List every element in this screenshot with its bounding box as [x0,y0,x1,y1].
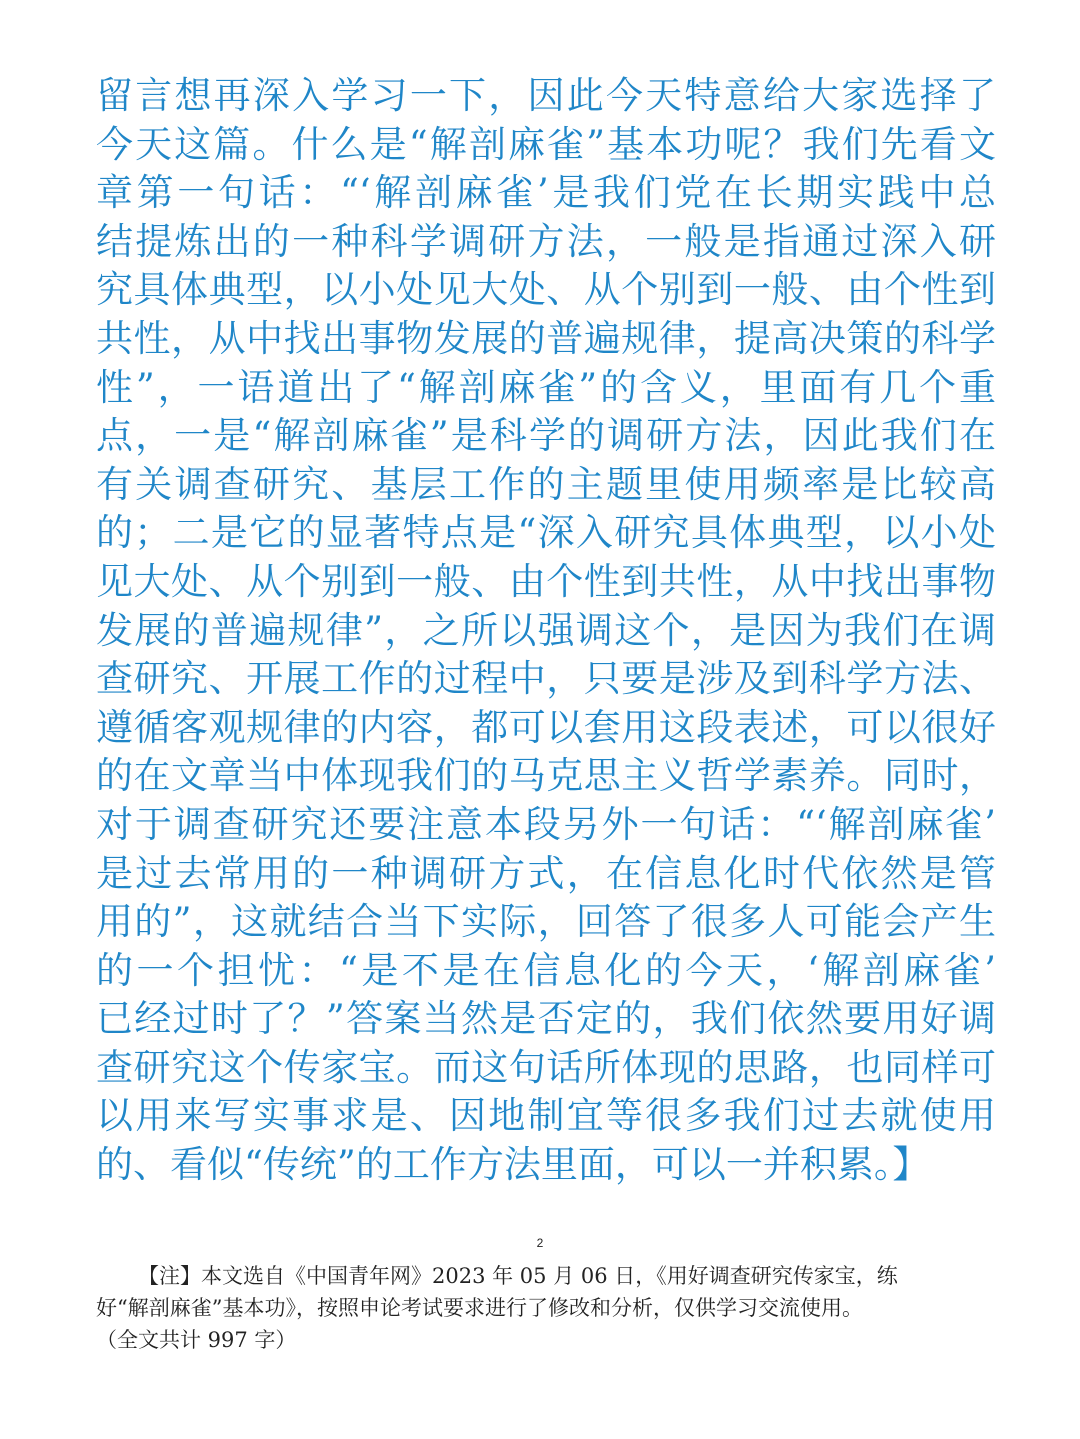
body-line: 以用来写实事求是、因地制宜等很多我们过去就使用 [96,1094,996,1138]
page-number: 2 [536,1236,544,1250]
body-line: 是过去常用的一种调研方式，在信息化时代依然是管 [96,851,996,895]
body-line: 对于调查研究还要注意本段另外一句话：“‘解剖麻雀’ [96,802,996,846]
body-line: 已经过时了？”答案当然是否定的，我们依然要用好调 [96,997,996,1041]
footnote-line: 好“解剖麻雀”基本功》，按照申论考试要求进行了修改和分析，仅供学习交流使用。 [96,1296,863,1320]
body-line: 遵循客观规律的内容，都可以套用这段表述，可以很好 [96,705,996,749]
body-line: 的在文章当中体现我们的马克思主义哲学素养。同时， [96,754,996,798]
body-line: 的；二是它的显著特点是“深入研究具体典型，以小处 [96,511,996,555]
footnote [96,1260,996,1356]
footnote-line: 【注】本文选自《中国青年网》2023 年 05 月 06 日，《用好调查研究传家宝，练 [138,1264,898,1288]
body-line: 有关调查研究、基层工作的主题里使用频率是比较高 [96,462,996,506]
body-line: 性”，一语道出了“解剖麻雀”的含义，里面有几个重 [96,365,996,409]
body-line: 的一个担忧：“是不是在信息化的今天，‘解剖麻雀’ [96,948,996,992]
footnote-line: （全文共计 997 字） [96,1328,297,1352]
body-line: 究具体典型，以小处见大处、从个别到一般、由个性到 [96,268,996,312]
body-line: 见大处、从个别到一般、由个性到共性，从中找出事物 [96,559,996,603]
body-line: 结提炼出的一种科学调研方法，一般是指通过深入研 [96,219,996,263]
body-line: 留言想再深入学习一下，因此今天特意给大家选择了 [96,74,996,117]
body-line: 章第一句话：“‘解剖麻雀’是我们党在长期实践中总 [96,171,996,215]
body-line: 今天这篇。什么是“解剖麻雀”基本功呢？我们先看文 [96,122,996,166]
body-line: 查研究、开展工作的过程中，只要是涉及到科学方法、 [96,657,996,701]
body-line: 的、看似“传统”的工作方法里面，可以一并积累。】 [96,1143,930,1187]
body-line: 发展的普遍规律”，之所以强调这个，是因为我们在调 [96,608,996,652]
body-line: 用的”，这就结合当下实际，回答了很多人可能会产生 [96,900,996,944]
body-line: 点，一是“解剖麻雀”是科学的调研方法，因此我们在 [96,414,996,458]
body-line: 共性，从中找出事物发展的普遍规律，提高决策的科学 [96,316,996,360]
body-line: 查研究这个传家宝。而这句话所体现的思路，也同样可 [96,1045,996,1089]
body-paragraph [96,72,996,1190]
